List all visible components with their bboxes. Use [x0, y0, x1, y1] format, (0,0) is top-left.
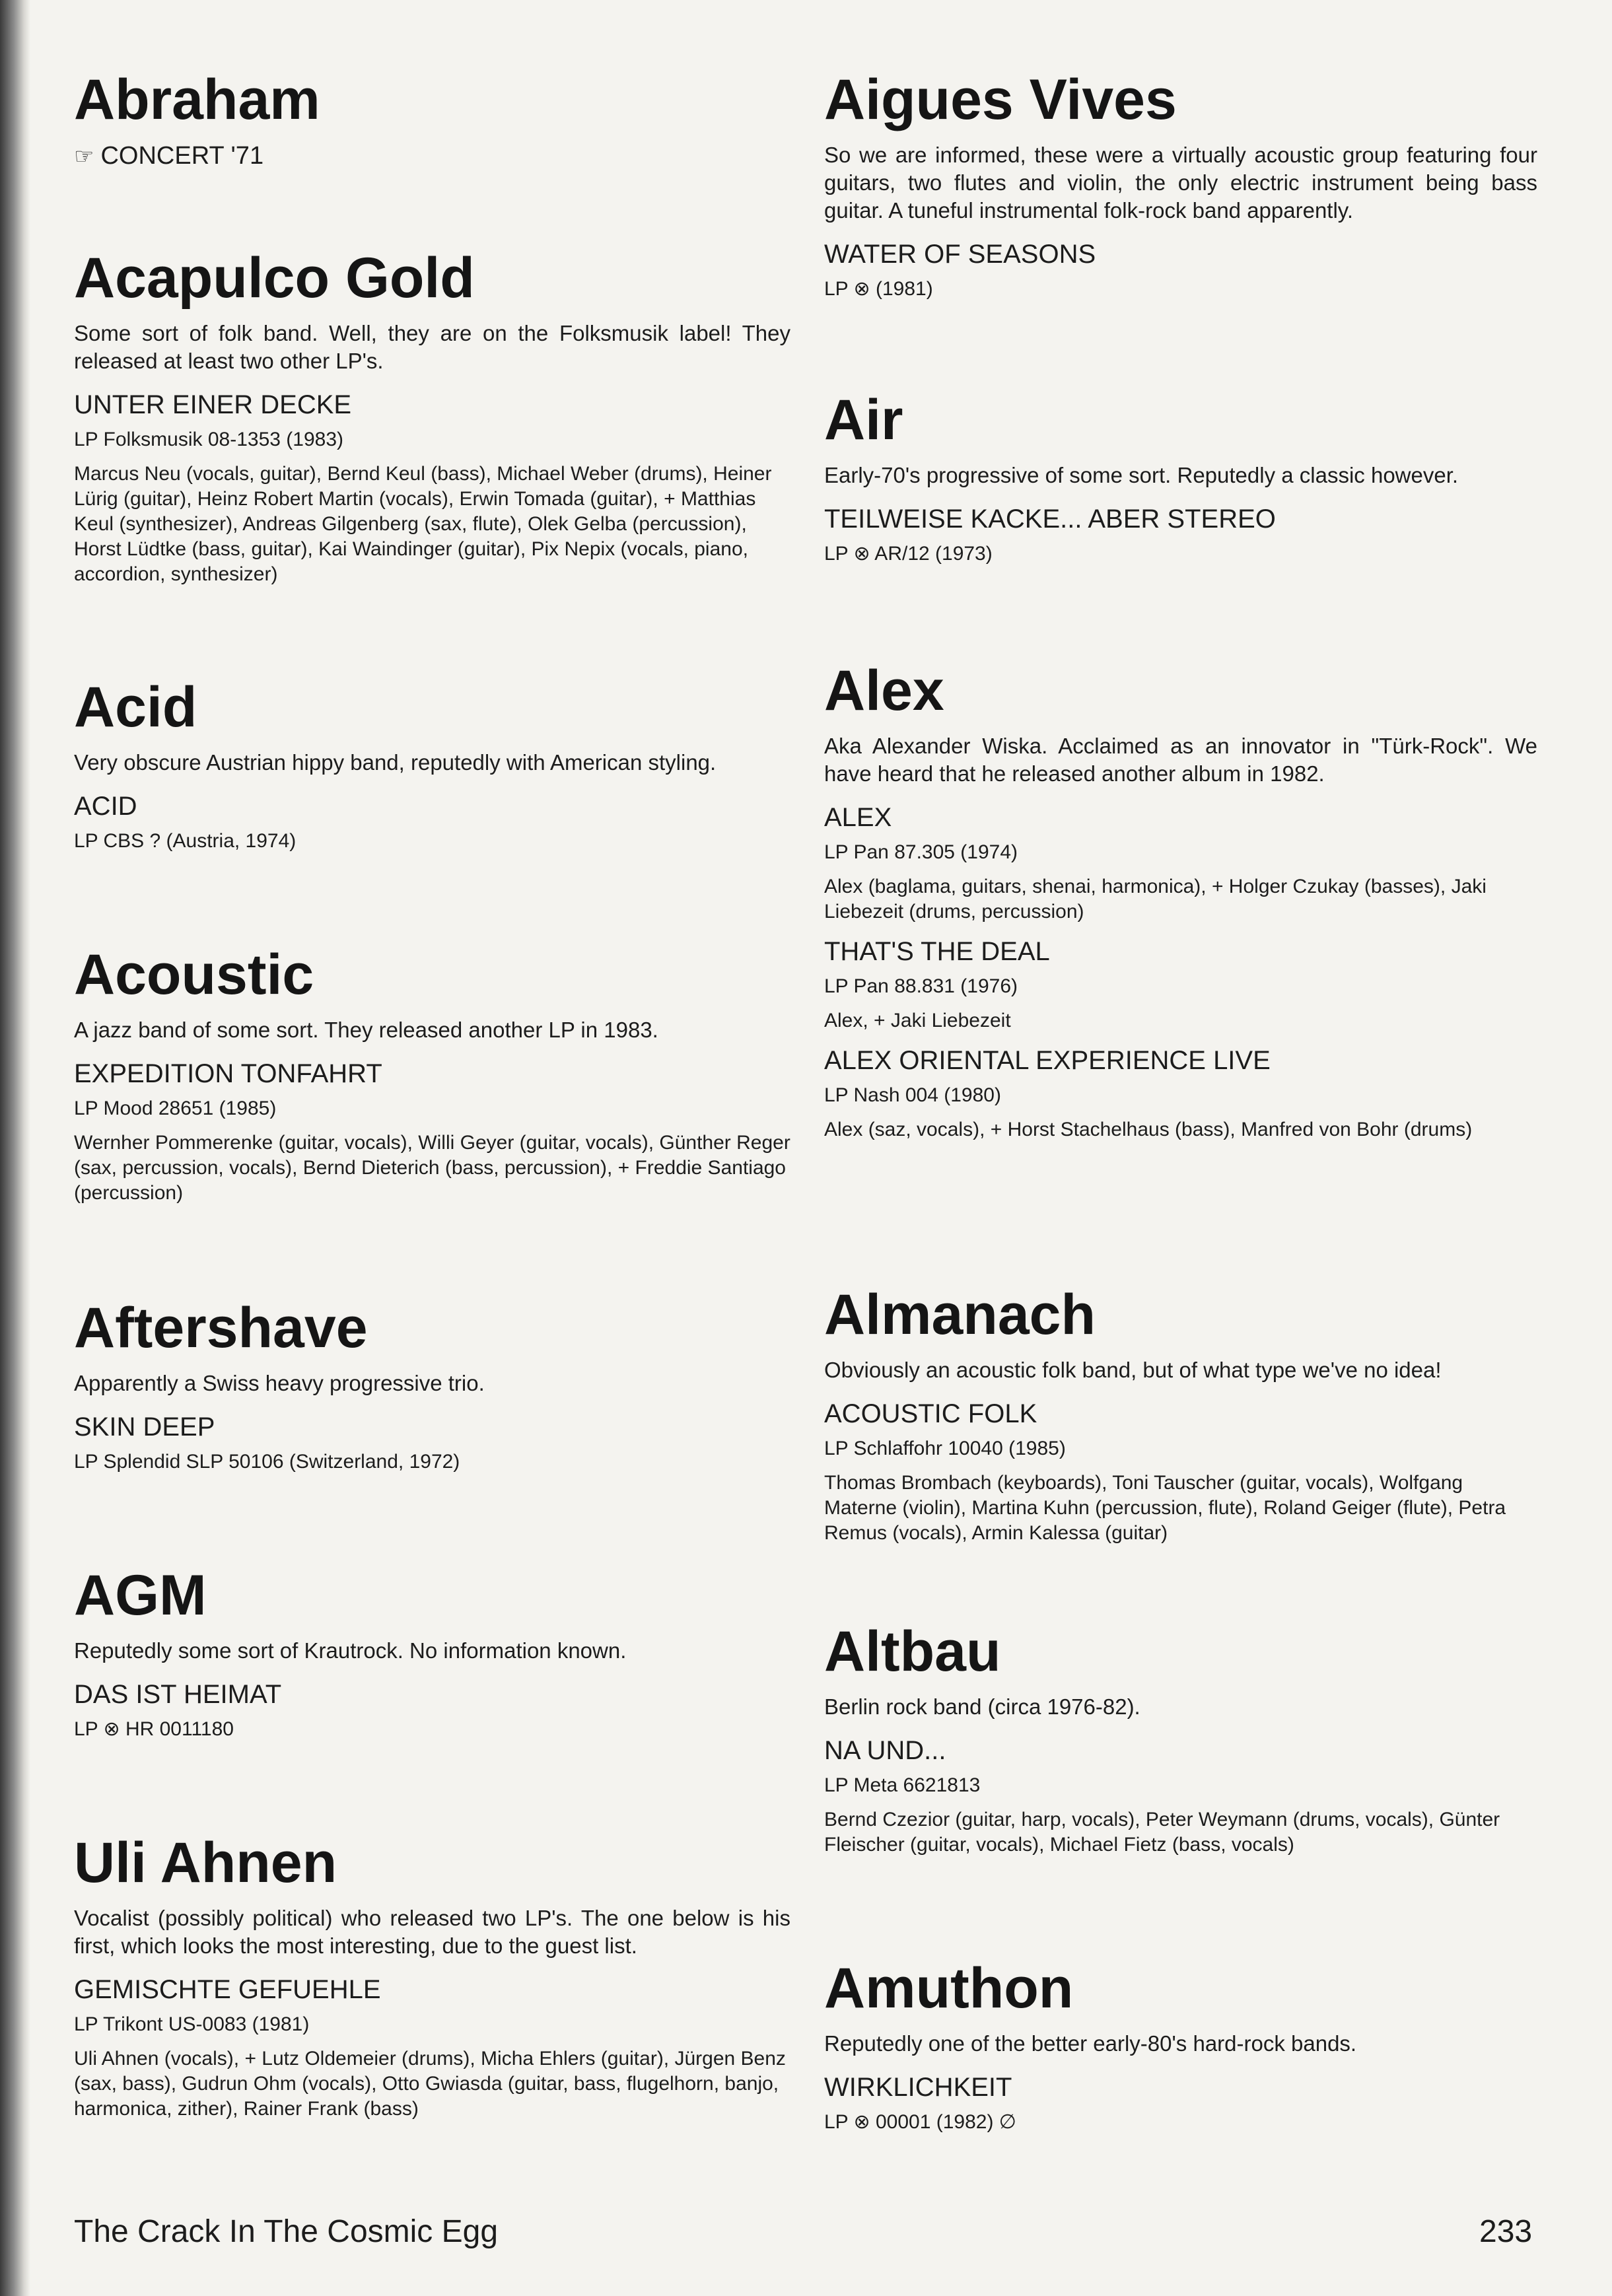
band-name: Amuthon: [824, 1957, 1074, 2020]
album: [824, 239, 1537, 302]
band-name: AGM: [74, 1564, 207, 1627]
album: [824, 936, 1537, 1033]
album-catalog: LP ⊗ AR/12 (1973): [824, 542, 993, 565]
band-name: Alex: [824, 659, 944, 722]
entry-aftershave: [74, 1296, 790, 1486]
album-catalog: LP Trikont US-0083 (1981): [74, 2013, 310, 2035]
album-title: ALEX: [824, 802, 892, 832]
album-catalog: LP Nash 004 (1980): [824, 1084, 1001, 1107]
band-name: Altbau: [824, 1620, 1001, 1683]
album-title: WATER OF SEASONS: [824, 239, 1096, 269]
album-title: WIRKLICHKEIT: [824, 2072, 1012, 2102]
album-catalog: LP Splendid SLP 50106 (Switzerland, 1972): [74, 1450, 460, 1473]
album-catalog: LP ⊗ HR 0011180: [74, 1718, 234, 1740]
album-title: NA UND...: [824, 1735, 946, 1765]
album-personnel: Thomas Brombach (keyboards), Toni Tauscher (guitar, vocals), Wolfgang Materne (violin), Martina Kuhn (percussion, flute), Roland Geiger (flute), Petra Remus (vocals), Armin Kalessa (guitar): [824, 1471, 1506, 1545]
album-catalog: LP Pan 87.305 (1974): [824, 841, 1018, 863]
album: [74, 1412, 790, 1475]
entry-acapulco-gold: [74, 246, 790, 599]
album-personnel: Alex (saz, vocals), + Horst Stachelhaus (bass), Manfred von Bohr (drums): [824, 1119, 1473, 1141]
band-description: Berlin rock band (circa 1976-82).: [824, 1694, 1140, 1719]
album: [74, 1059, 790, 1206]
album: [824, 802, 1537, 924]
album-title: ACOUSTIC FOLK: [824, 1399, 1037, 1428]
band-description: Reputedly one of the better early-80's hard-rock bands.: [824, 2031, 1357, 2056]
album-title: TEILWEISE KACKE... ABER STEREO: [824, 504, 1276, 534]
album: [824, 2072, 1537, 2135]
band-description: A jazz band of some sort. They released another LP in 1983.: [74, 1018, 658, 1042]
album: [824, 1399, 1537, 1546]
album-catalog: LP Meta 6621813: [824, 1774, 981, 1796]
entry-acid: [74, 676, 790, 866]
band-name: Abraham: [74, 68, 320, 131]
band-description: Aka Alexander Wiska. Acclaimed as an innovator in "Türk-Rock". We have heard that he released another album in 1982.: [824, 734, 1537, 786]
band-name: Almanach: [824, 1283, 1096, 1346]
album-personnel: Alex, + Jaki Liebezeit: [824, 1010, 1011, 1031]
page-number: 233: [1479, 2214, 1533, 2249]
album-personnel: Bernd Czezior (guitar, harp, vocals), Peter Weymann (drums, vocals), Günter Fleischer (guitar, vocals), Michael Fietz (bass, vocals): [824, 1808, 1500, 1856]
entry-agm: [74, 1564, 790, 1754]
band-description: So we are informed, these were a virtually acoustic group featuring four guitars, two flutes and violin, the only electric instrument being bass guitar. A tuneful instrumental folk-rock band apparently.: [824, 143, 1537, 223]
album-title: GEMISCHTE GEFUEHLE: [74, 1974, 381, 2004]
band-name: Air: [824, 388, 903, 452]
band-description: Apparently a Swiss heavy progressive trio.: [74, 1371, 485, 1395]
album-catalog: LP Folksmusik 08-1353 (1983): [74, 428, 343, 450]
book-spine-shadow: [0, 0, 30, 2296]
entry-uli-ahnen: [74, 1831, 790, 2134]
album: [74, 1974, 790, 2122]
album: [74, 791, 790, 854]
entry-amuthon: [824, 1957, 1537, 2147]
pointing-hand-icon: ☞: [74, 144, 94, 169]
album-catalog: LP ⊗ 00001 (1982) ∅: [824, 2110, 1016, 2133]
album: [74, 1679, 790, 1742]
band-description: Obviously an acoustic folk band, but of what type we've no idea!: [824, 1358, 1442, 1382]
album-title: DAS IST HEIMAT: [74, 1679, 282, 1709]
album-personnel: Marcus Neu (vocals, guitar), Bernd Keul (bass), Michael Weber (drums), Heiner Lürig (guitar), Heinz Robert Martin (vocals), Erwin Tomada (guitar), + Matthias Keul (synthesizer), Andreas Gilgenberg (sax, flute), Olek Gelba (percussion), Horst Lüdtke (bass, guitar), Kai Waindinger (guitar), Pix Nepix (vocals, piano, accordion, synthesizer): [74, 462, 772, 586]
album: [74, 390, 790, 587]
entry-almanach: [824, 1283, 1537, 1558]
album-title: UNTER EINER DECKE: [74, 390, 352, 419]
album-catalog: LP Pan 88.831 (1976): [824, 975, 1018, 997]
album-catalog: LP Schlaffohr 10040 (1985): [824, 1437, 1066, 1459]
band-description: Vocalist (possibly political) who released two LP's. The one below is his first, which looks the most interesting, due to the guest list.: [74, 1906, 790, 1958]
entry-air: [824, 388, 1537, 578]
album-personnel: Wernher Pommerenke (guitar, vocals), Willi Geyer (guitar, vocals), Günther Reger (sax, percussion, vocals), Bernd Dieterich (bass, percussion), + Freddie Santiago (percussion): [74, 1131, 790, 1204]
band-description: Early-70's progressive of some sort. Reputedly a classic however.: [824, 463, 1459, 487]
entry-abraham: [74, 68, 790, 172]
album-title: ALEX ORIENTAL EXPERIENCE LIVE: [824, 1046, 1271, 1076]
band-name: Acid: [74, 676, 197, 739]
band-description: Some sort of folk band. Well, they are on the Folksmusik label! They released at least two other LP's.: [74, 321, 790, 373]
entry-altbau: [824, 1620, 1537, 1869]
album: [824, 1045, 1537, 1142]
cross-reference: ☞ CONCERT '71: [74, 142, 264, 170]
album-catalog: LP CBS ? (Austria, 1974): [74, 829, 297, 852]
album-catalog: LP Mood 28651 (1985): [74, 1097, 277, 1119]
entry-acoustic: [74, 943, 790, 1218]
band-name: Acapulco Gold: [74, 246, 475, 310]
album-catalog: LP ⊗ (1981): [824, 277, 933, 300]
entry-alex: [824, 659, 1537, 1154]
album-title: THAT'S THE DEAL: [824, 937, 1050, 966]
band-name: Aigues Vives: [824, 68, 1177, 131]
entry-aigues-vives: [824, 68, 1537, 314]
album: [824, 504, 1537, 567]
album-title: EXPEDITION TONFAHRT: [74, 1059, 382, 1088]
footer-book-title: The Crack In The Cosmic Egg: [74, 2214, 499, 2249]
band-description: Very obscure Austrian hippy band, reputedly with American styling.: [74, 750, 717, 775]
album-title: ACID: [74, 791, 137, 821]
album-title: SKIN DEEP: [74, 1412, 215, 1442]
album-personnel: Alex (baglama, guitars, shenai, harmonica), + Holger Czukay (basses), Jaki Liebezeit (drums, percussion): [824, 875, 1487, 922]
album-personnel: Uli Ahnen (vocals), + Lutz Oldemeier (drums), Micha Ehlers (guitar), Jürgen Benz (sax, bass), Gudrun Ohm (vocals), Otto Gwiasda (guitar, bass, flugelhorn, banjo, harmonica, zither), Rainer Frank (bass): [74, 2047, 786, 2120]
band-name: Acoustic: [74, 943, 314, 1006]
band-description: Reputedly some sort of Krautrock. No information known.: [74, 1638, 627, 1663]
album: [824, 1735, 1537, 1858]
band-name: Uli Ahnen: [74, 1831, 337, 1895]
band-name: Aftershave: [74, 1296, 368, 1360]
